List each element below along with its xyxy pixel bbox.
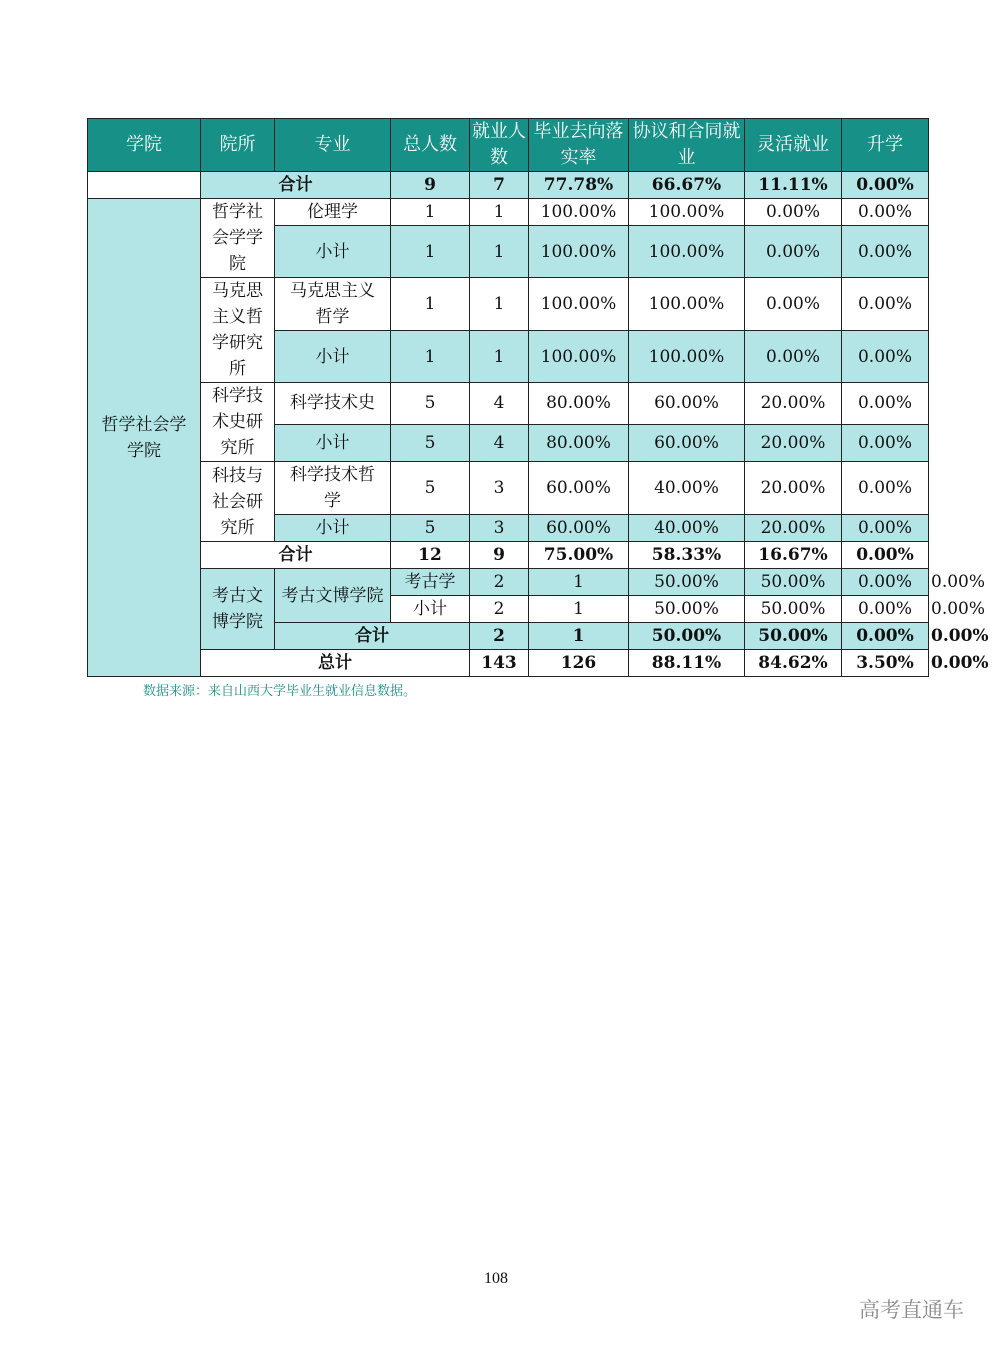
cell-employed-count: 7: [470, 172, 529, 199]
cell-contract-rate: 40.00%: [629, 462, 745, 515]
cell-contract-rate: 50.00%: [745, 569, 842, 596]
cell-further-study-rate: 0.00%: [842, 278, 929, 331]
cell-total-count: 2: [470, 623, 529, 650]
cell-flexible-rate: 3.50%: [842, 650, 929, 677]
cell-total-count: 2: [470, 569, 529, 596]
cell-contract-rate: 100.00%: [629, 226, 745, 278]
cell-contract-rate: 84.62%: [745, 650, 842, 677]
header-college: 学院: [88, 119, 201, 172]
cell-total-count: 5: [391, 424, 470, 461]
cell-placement-rate: 88.11%: [629, 650, 745, 677]
cell-employed-count: 1: [470, 331, 529, 383]
institute-name: 科学技术史研究所: [201, 383, 275, 462]
cell-contract-rate: 100.00%: [629, 278, 745, 331]
cell-employed-count: 9: [470, 542, 529, 569]
cell-flexible-rate: 11.11%: [745, 172, 842, 199]
cell-further-study-rate: 0.00%: [842, 172, 929, 199]
major-name: 伦理学: [275, 199, 391, 226]
major-name: 考古学: [391, 569, 470, 596]
cell-flexible-rate: 20.00%: [745, 462, 842, 515]
major-name: 马克思主义哲学: [275, 278, 391, 331]
subtotal-label: 小计: [275, 226, 391, 278]
cell-placement-rate: 80.00%: [529, 383, 629, 425]
cell-placement-rate: 80.00%: [529, 424, 629, 461]
cell-flexible-rate: 0.00%: [745, 278, 842, 331]
cell-flexible-rate: 0.00%: [745, 199, 842, 226]
cell-contract-rate: 40.00%: [629, 515, 745, 542]
table-row: 小计 2 1 50.00% 50.00% 0.00% 0.00%: [88, 596, 929, 623]
cell-flexible-rate: 0.00%: [842, 623, 929, 650]
major-name: 科学技术史: [275, 383, 391, 425]
header-placement-rate: 毕业去向落实率: [529, 119, 629, 172]
subtotal-label: 小计: [275, 515, 391, 542]
cell-placement-rate: 60.00%: [529, 515, 629, 542]
grand-total-label: 总计: [201, 650, 470, 677]
cell-flexible-rate: 0.00%: [842, 596, 929, 623]
cell-contract-rate: 100.00%: [629, 331, 745, 383]
cell-further-study-rate: 0.00%: [842, 515, 929, 542]
subtotal-label: 小计: [391, 596, 470, 623]
cell-total-count: 5: [391, 383, 470, 425]
table-row: 总计 143 126 88.11% 84.62% 3.50% 0.00%: [88, 650, 929, 677]
cell-employed-count: 1: [529, 623, 629, 650]
cell-employed-count: 4: [470, 383, 529, 425]
cell-placement-rate: 50.00%: [629, 623, 745, 650]
cell-employed-count: 1: [470, 226, 529, 278]
header-row: [88, 119, 929, 172]
college-name: 考古文博学院: [201, 569, 275, 650]
source-note: 数据来源：来自山西大学毕业生就业信息数据。: [143, 684, 417, 699]
header-flexible-rate: 灵活就业: [745, 119, 842, 172]
cell-employed-count: 1: [470, 278, 529, 331]
cell-further-study-rate: 0.00%: [842, 383, 929, 425]
table-row: [88, 278, 929, 331]
cell-employed-count: 3: [470, 515, 529, 542]
cell-further-study-rate: 0.00%: [842, 331, 929, 383]
cell-total-count: 9: [391, 172, 470, 199]
cell-contract-rate: 60.00%: [629, 424, 745, 461]
cell-flexible-rate: 20.00%: [745, 515, 842, 542]
cell-contract-rate: 58.33%: [629, 542, 745, 569]
cell-total-count: 1: [391, 226, 470, 278]
table-row: [88, 199, 929, 226]
cell-total-count: 1: [391, 199, 470, 226]
cell-further-study-rate: 0.00%: [842, 199, 929, 226]
cell-total-count: 5: [391, 462, 470, 515]
total-label: 合计: [201, 172, 391, 199]
cell-contract-rate: 50.00%: [745, 596, 842, 623]
cell-total-count: 5: [391, 515, 470, 542]
cell-flexible-rate: 0.00%: [842, 569, 929, 596]
header-institute: 院所: [201, 119, 275, 172]
cell-employed-count: 4: [470, 424, 529, 461]
cell-contract-rate: 100.00%: [629, 199, 745, 226]
cell-further-study-rate: 0.00%: [842, 462, 929, 515]
empty-cell: [88, 172, 201, 199]
header-total-count: 总人数: [391, 119, 470, 172]
cell-further-study-rate: 0.00%: [842, 226, 929, 278]
college-name: 哲学社会学学院: [88, 199, 201, 677]
watermark: 高考直通车: [859, 1298, 964, 1322]
cell-contract-rate: 60.00%: [629, 383, 745, 425]
table-row: [88, 172, 929, 199]
employment-table: [87, 118, 989, 677]
cell-total-count: 2: [470, 596, 529, 623]
total-label: 合计: [201, 542, 391, 569]
major-name: 科学技术哲学: [275, 462, 391, 515]
cell-total-count: 1: [391, 278, 470, 331]
cell-placement-rate: 75.00%: [529, 542, 629, 569]
institute-name: 马克思主义哲学研究所: [201, 278, 275, 383]
header-contract-rate: 协议和合同就业: [629, 119, 745, 172]
header-major: 专业: [275, 119, 391, 172]
cell-employed-count: 1: [529, 596, 629, 623]
page-number: 108: [484, 1270, 508, 1287]
cell-contract-rate: 50.00%: [745, 623, 842, 650]
subtotal-label: 小计: [275, 331, 391, 383]
cell-employed-count: 1: [470, 199, 529, 226]
cell-flexible-rate: 16.67%: [745, 542, 842, 569]
cell-flexible-rate: 0.00%: [745, 331, 842, 383]
cell-flexible-rate: 0.00%: [745, 226, 842, 278]
cell-employed-count: 3: [470, 462, 529, 515]
institute-name: 科技与社会研究所: [201, 462, 275, 542]
cell-placement-rate: 60.00%: [529, 462, 629, 515]
table-row: 考古文博学院 考古文博学院 考古学 2 1 50.00% 50.00% 0.00% 0.00%: [88, 569, 929, 596]
institute-name: 哲学社会学学院: [201, 199, 275, 278]
cell-total-count: 1: [391, 331, 470, 383]
table-row: [88, 383, 929, 425]
cell-further-study-rate: 0.00%: [842, 424, 929, 461]
cell-total-count: 143: [470, 650, 529, 677]
cell-employed-count: 1: [529, 569, 629, 596]
cell-placement-rate: 77.78%: [529, 172, 629, 199]
cell-placement-rate: 100.00%: [529, 226, 629, 278]
cell-total-count: 12: [391, 542, 470, 569]
cell-flexible-rate: 20.00%: [745, 383, 842, 425]
header-further-study-rate: 升学: [842, 119, 929, 172]
header-employed-count: 就业人数: [470, 119, 529, 172]
cell-placement-rate: 50.00%: [629, 569, 745, 596]
cell-flexible-rate: 20.00%: [745, 424, 842, 461]
cell-contract-rate: 66.67%: [629, 172, 745, 199]
cell-further-study-rate: 0.00%: [842, 542, 929, 569]
table-row: [88, 462, 929, 515]
table-row: 合计 2 1 50.00% 50.00% 0.00% 0.00%: [88, 623, 929, 650]
table-row: [88, 542, 929, 569]
institute-name: 考古文博学院: [275, 569, 391, 623]
cell-placement-rate: 100.00%: [529, 199, 629, 226]
cell-placement-rate: 100.00%: [529, 331, 629, 383]
cell-placement-rate: 100.00%: [529, 278, 629, 331]
subtotal-label: 小计: [275, 424, 391, 461]
total-label: 合计: [275, 623, 470, 650]
cell-employed-count: 126: [529, 650, 629, 677]
cell-placement-rate: 50.00%: [629, 596, 745, 623]
